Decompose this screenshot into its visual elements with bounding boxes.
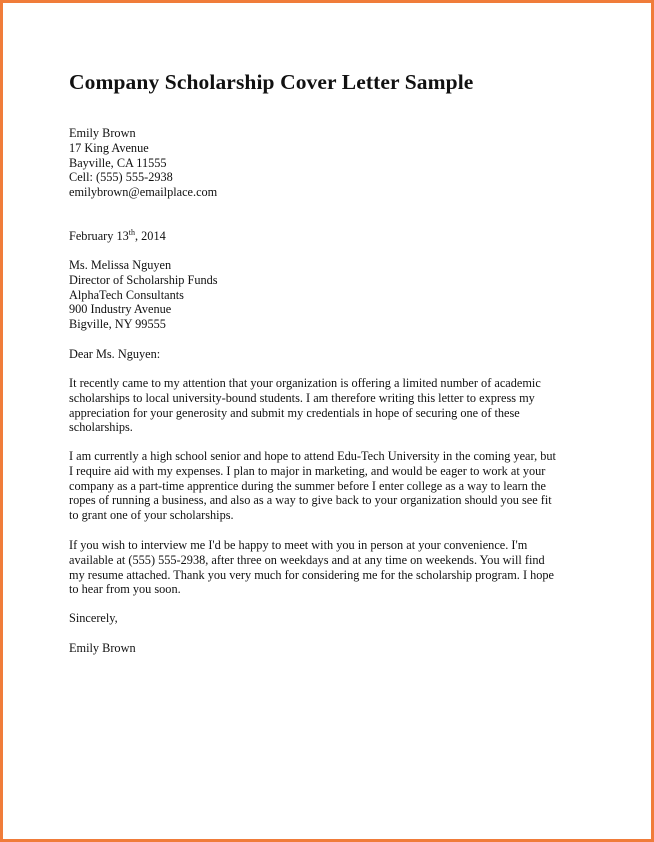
closing: Sincerely, [69, 611, 118, 625]
recipient-position: Director of Scholarship Funds [69, 272, 218, 287]
recipient-street: 900 Industry Avenue [69, 302, 172, 317]
date-suffix: th [128, 227, 135, 237]
sender-address [69, 126, 217, 200]
recipient-name: Ms. Melissa Nguyen [69, 258, 172, 272]
sender-phone: Cell: (555) 555-2938 [69, 170, 173, 185]
recipient-city: Bigville, NY 99555 [69, 317, 166, 332]
signature-name: Emily Brown [69, 641, 136, 655]
recipient-address [69, 258, 218, 332]
salutation: Dear Ms. Nguyen: [69, 347, 161, 361]
recipient-company: AlphaTech Consultants [69, 287, 184, 302]
body-paragraph-1: It recently came to my attention that your organization is offering a limited number of academic scholarships to local university-bound students. I am therefore writing this letter to express my appreciation for your generosity and submit my credentials in hope of securing one of these scholarships. [69, 376, 541, 435]
page-title: Company Scholarship Cover Letter Sample [69, 70, 474, 94]
date-month-day: February 13 [69, 229, 129, 243]
letter-date [69, 229, 166, 244]
sender-email: emilybrown@emailplace.com [69, 185, 218, 200]
sender-city: Bayville, CA 11555 [69, 155, 167, 170]
sender-street: 17 King Avenue [69, 140, 149, 155]
date-year: , 2014 [135, 229, 166, 243]
body-paragraph-3: If you wish to interview me I'd be happy to meet with you in person at your convenience. I'm available at (555) 555-2938, after three on weekdays and at any time on weekends. You will find my resume attached. Thank you very much for considering me for the scholarship program. I hope to hear from you soon. [69, 538, 555, 597]
sender-name: Emily Brown [69, 126, 136, 140]
body-paragraph-2: I am currently a high school senior and hope to attend Edu-Tech University in the coming year, but I require aid with my expenses. I plan to major in marketing, and would be eager to work at your company as a part-time apprentice during the summer before I enter college as a way to learn the ropes of running a business, and also as a way to give back to your organization should you see fit to grant one of your scholarships. [69, 449, 556, 523]
